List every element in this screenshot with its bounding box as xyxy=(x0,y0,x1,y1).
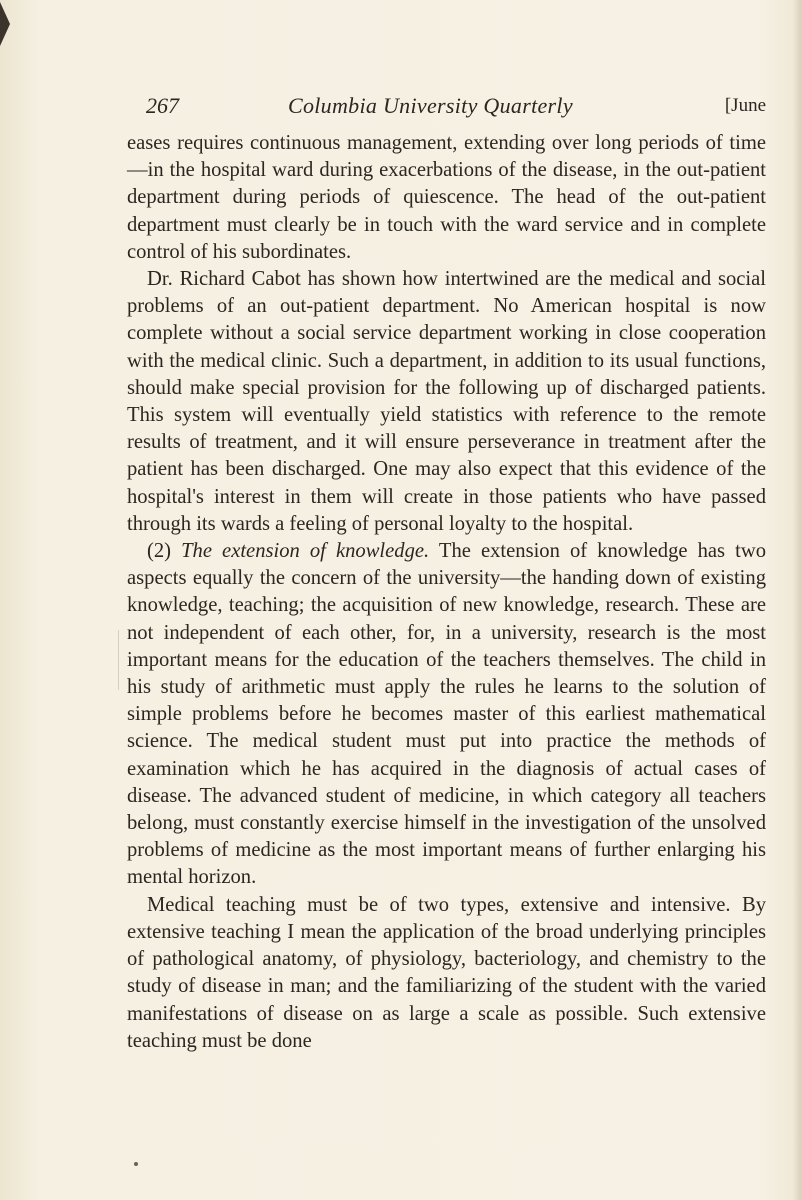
page-corner-mark xyxy=(0,2,10,46)
paragraph-cabot: Dr. Richard Cabot has shown how intertwined are the medical and social problems of an out-patient department. No American hospital is now complete without a social service department working in close cooperation with the medical clinic. Such a department, in addition to its usual functions, should make special provision for the following up of discharged patients. This system will eventually yield statistics with reference to the remote results of treatment, and it will ensure perseverance in treatment after the patient has been discharged. One may also expect that this evidence of the hospital's interest in them will create in those patients who have passed through its wards a feeling of personal loyalty to the hospital. xyxy=(127,268,766,535)
section-heading: The extension of knowledge. xyxy=(181,540,430,563)
page-edge-shadow xyxy=(793,0,801,1200)
journal-title: Columbia University Quarterly xyxy=(288,93,573,118)
paragraph-extension-of-knowledge xyxy=(127,538,766,892)
margin-shadow-line xyxy=(118,630,119,690)
page-number: 267 xyxy=(146,93,179,118)
running-head xyxy=(146,93,766,123)
paragraph-continuation: eases requires continuous management, extending over long periods of time—in the hospital ward during exacerbations of the disease, in the out-patient department during periods of quiescence. The head of the out-patient department must clearly be in touch with the ward service and in complete control of his subordinates. xyxy=(127,132,766,263)
body-text xyxy=(127,130,766,1055)
stray-ink-mark xyxy=(134,1162,138,1166)
paragraph-medical-teaching: Medical teaching must be of two types, extensive and intensive. By extensive teaching I mean the application of the broad underlying principles of pathological anatomy, of physiology, bacteriology, and chemistry to the study of disease in man; and the familiarizing of the student with the varied manifestations of disease on as large a scale as possible. Such extensive teaching must be done xyxy=(127,893,766,1052)
section-text: The extension of knowledge has two aspects equally the concern of the university—the handing down of existing knowledge, teaching; the acquisition of new knowledge, research. These are not independent of each other, for, in a university, research is the most important means for the education of the teachers themselves. The child in his study of arithmetic must apply the rules he learns to the solution of simple problems before he becomes master of this earliest mathematical science. The medical student must put into practice the methods of examination which he has acquired in the diagnosis of actual cases of disease. The advanced student of medicine, in which category all teachers belong, must constantly exercise himself in the investigation of the unsolved problems of medicine as the most important means of further enlarging his mental horizon. xyxy=(127,540,767,889)
issue-month: [June xyxy=(724,95,766,116)
section-number: (2) xyxy=(147,540,172,563)
